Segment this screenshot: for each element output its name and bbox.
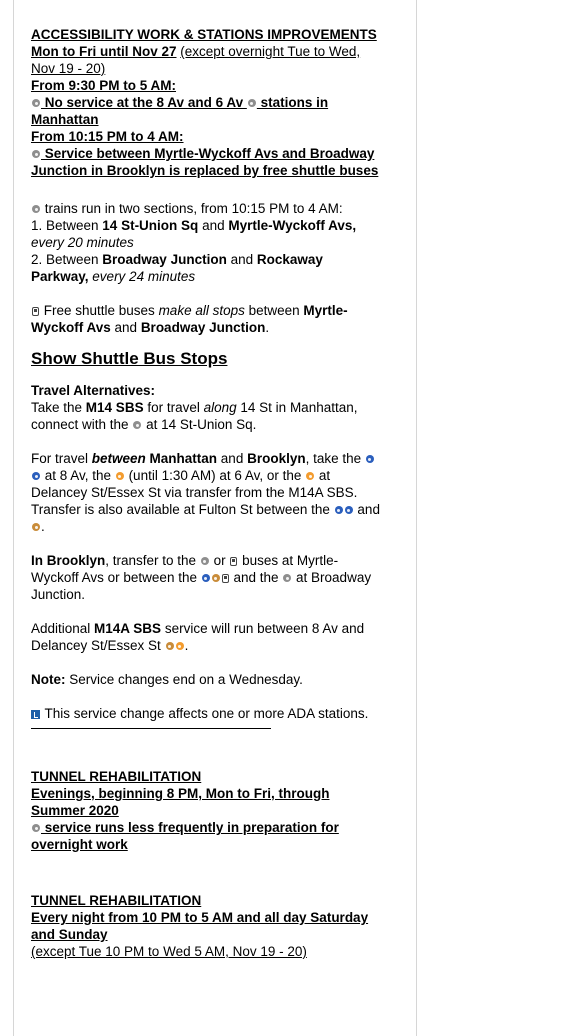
bus-icon	[230, 557, 237, 566]
text: Additional	[31, 621, 95, 636]
text: and	[217, 451, 248, 466]
text: 2. Between	[31, 252, 103, 267]
station-name: 14 St-Union Sq	[102, 218, 199, 233]
text: 1. Between	[31, 218, 103, 233]
f-line-bullet-icon	[116, 472, 124, 480]
station-name: Rockaway Parkway,	[31, 252, 323, 284]
text: 14 St in Manhattan, connect with the	[31, 400, 358, 432]
f-line-bullet-icon	[306, 472, 314, 480]
j-line-bullet-icon	[212, 574, 220, 582]
text: Take the	[31, 400, 86, 415]
frequency: every 24 minutes	[88, 269, 196, 284]
f-line-bullet-icon	[176, 642, 184, 650]
section-desc[interactable]	[31, 819, 381, 853]
station-name: Myrtle-Wyckoff Avs,	[228, 218, 357, 233]
bus-route: M14 SBS	[85, 400, 144, 415]
text: .	[265, 320, 270, 335]
travel-alt-between	[31, 450, 381, 535]
text: For travel	[31, 451, 92, 466]
text: at 14 St-Union Sq.	[142, 417, 257, 432]
date-range	[31, 43, 381, 77]
time-range-2: From 10:15 PM to 4 AM:	[31, 129, 184, 144]
text: between	[244, 303, 304, 318]
text: and	[226, 252, 257, 267]
text: , take the	[305, 451, 365, 466]
text: .	[41, 519, 45, 534]
section-two	[31, 251, 381, 285]
time-range-1-desc-text-2: stations in Manhattan	[31, 95, 329, 127]
text: service will run between 8 Av and Delancey St/Essex St	[31, 621, 365, 653]
time-range-1: From 9:30 PM to 5 AM:	[31, 78, 177, 93]
text: at Delancey St/Essex St via transfer from the M14A SBS. Transfer is also available at Fulton St between the	[31, 468, 358, 517]
travel-alt-brooklyn	[31, 552, 381, 603]
a-line-bullet-icon	[202, 574, 210, 582]
l-line-bullet-icon	[32, 150, 40, 158]
text: at Broadway Junction.	[31, 570, 372, 602]
note	[31, 671, 381, 688]
section-one	[31, 217, 381, 234]
text: at 8 Av, the	[41, 468, 115, 483]
l-line-bullet-icon	[248, 99, 256, 107]
bus-icon	[222, 574, 229, 583]
show-shuttle-bus-stops-link[interactable]: Show Shuttle Bus Stops	[31, 349, 228, 368]
text: along	[203, 400, 237, 415]
c-line-bullet-icon	[345, 506, 353, 514]
date-exception: (except overnight Tue to Wed, Nov 19 - 20)	[31, 44, 361, 76]
date-range-text: Mon to Fri until Nov 27	[31, 44, 177, 59]
a-line-bullet-icon	[366, 455, 374, 463]
ada-notice	[31, 705, 381, 722]
text: and	[110, 320, 141, 335]
station-name: Broadway Junction	[140, 320, 266, 335]
text: This service change affects one or more ADA stations.	[41, 706, 369, 721]
text: (until 1:30 AM) at 6 Av, or the	[124, 468, 306, 483]
section-one-frequency	[31, 234, 381, 251]
time-range-1-desc-text: No service at the 8 Av and 6 Av	[41, 95, 247, 110]
l-line-bullet-icon	[133, 421, 141, 429]
text: Free shuttle buses	[40, 303, 159, 318]
date-range: Evenings, beginning 8 PM, Mon to Fri, through Summer 2020	[31, 786, 330, 818]
travel-alt-m14a	[31, 620, 381, 654]
heading: Travel Alternatives:	[31, 383, 156, 398]
m-line-bullet-icon	[201, 557, 209, 565]
text: make all stops	[158, 303, 245, 318]
l-line-bullet-icon	[32, 99, 40, 107]
station-name: Myrtle-Wyckoff Avs	[31, 303, 348, 335]
advisory-content	[31, 26, 381, 960]
c-line-bullet-icon	[32, 472, 40, 480]
travel-alt-along	[31, 399, 381, 433]
text: .	[184, 638, 189, 653]
text: buses at Myrtle-Wyckoff Avs or between the	[31, 553, 339, 585]
text: for travel	[143, 400, 204, 415]
text: , transfer to the	[105, 553, 200, 568]
text: or	[209, 553, 230, 568]
text: In Brooklyn	[31, 553, 106, 568]
text: and	[198, 218, 229, 233]
l-line-bullet-icon	[32, 824, 40, 832]
text: and	[353, 502, 380, 517]
time-range-1-desc[interactable]	[31, 94, 381, 128]
j-line-bullet-icon	[166, 642, 174, 650]
text: Service changes end on a Wednesday.	[65, 672, 303, 687]
section-title: TUNNEL REHABILITATION	[31, 769, 202, 784]
shuttle-info	[31, 302, 381, 336]
sections-intro	[31, 200, 381, 217]
text: Manhattan	[149, 451, 218, 466]
l-line-bullet-icon	[283, 574, 291, 582]
date-range: Every night from 10 PM to 5 AM and all day Saturday and Sunday	[31, 910, 369, 942]
station-name: Broadway Junction	[102, 252, 227, 267]
section-title: ACCESSIBILITY WORK & STATIONS IMPROVEMENTS	[31, 27, 377, 42]
text: Brooklyn	[247, 451, 306, 466]
section-title: TUNNEL REHABILITATION	[31, 893, 202, 908]
wheelchair-icon	[31, 710, 40, 719]
a-line-bullet-icon	[335, 506, 343, 514]
text: service runs less frequently in preparation for overnight work	[31, 820, 339, 852]
time-range-2-desc[interactable]	[31, 145, 381, 179]
frequency: every 20 minutes	[31, 235, 134, 250]
l-line-bullet-icon	[32, 205, 40, 213]
bus-route: M14A SBS	[94, 621, 162, 636]
text: between	[91, 451, 146, 466]
bus-icon	[32, 307, 39, 316]
date-exception: (except Tue 10 PM to Wed 5 AM, Nov 19 - 20)	[31, 944, 307, 959]
travel-alternatives-title	[31, 382, 381, 399]
text: and the	[229, 570, 283, 585]
sections-intro-text: trains run in two sections, from 10:15 PM to 4 AM:	[41, 201, 343, 216]
time-range-2-desc-text: Service between Myrtle-Wyckoff Avs and Broadway Junction in Brooklyn is replaced by free shuttle buses	[31, 146, 379, 178]
j-line-bullet-icon	[32, 523, 40, 531]
note-label: Note:	[31, 672, 66, 687]
